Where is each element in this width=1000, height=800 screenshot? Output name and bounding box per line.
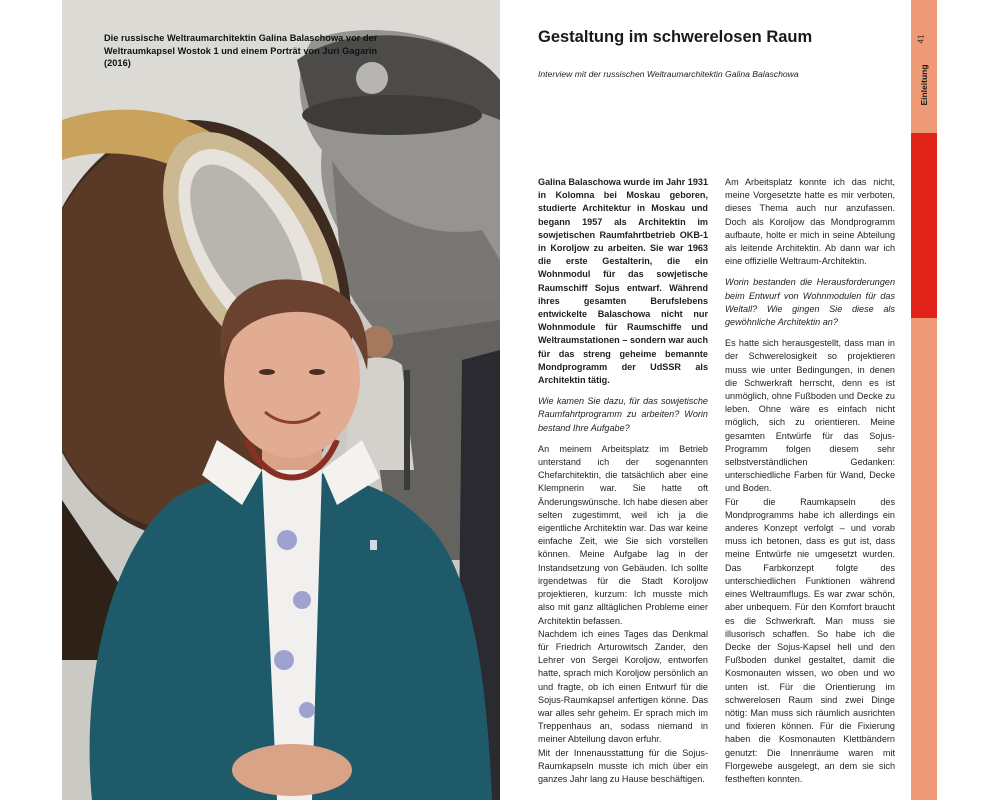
article-subtitle: Interview mit der russischen Weltraumarchitektin Galina Balaschowa (538, 69, 799, 79)
answer-paragraph: Nachdem ich eines Tages das Denkmal für Friedrich Arturowitsch Zander, den Lehrer von Sergei Koroljow, entworfen hatte, sprach mich Koroljow persönlich an und fragte, ob ich einen Entwurf für die Sojus-Raumkapsel anfertigen könne. Das war alles sehr geheim. Er sprach mich im Treppenhaus an, sodass niemand in meiner Abteilung davon erfuhr. (538, 628, 708, 745)
interview-question: Wie kamen Sie dazu, für das sowjetische Raumfahrtprogramm zu arbeiten? Worin bestand Ihre Aufgabe? (538, 396, 708, 433)
photo-panel (62, 0, 500, 800)
portrait-photo (62, 0, 500, 800)
article-page (500, 0, 910, 800)
text-column-1 (538, 176, 708, 786)
intro-paragraph: Galina Balaschowa wurde im Jahr 1931 in Kolomna bei Moskau geboren, studierte Architektur in Moskau und begann 1957 als Architektin im sowjetischen Raumfahrtbetrieb OKB-1 in Koroljow zu arbeiten. Sie war 1963 die erste Gestalterin, die ein Wohnmodul für das sowjetische Raumschiff Sojus entwarf. Während ihres gesamten Berufslebens entwickelte Balaschowa nicht nur Wohnmodule für Raumschiffe und Weltraumstationen – sondern war auch für das streng geheime bemannte Mondprogramm der UdSSR als Architektin tätig. (538, 177, 708, 386)
section-label: Einleitung (919, 64, 929, 106)
section-tab-strip (911, 0, 937, 800)
interview-question: Worin bestanden die Herausforderungen beim Entwurf von Wohnmodulen für das Weltall? Wie gingen Sie diese als gewöhnliche Architektin an? (725, 277, 895, 328)
text-column-2 (725, 176, 895, 786)
answer-paragraph: Für die Raumkapseln des Mondprogramms habe ich allerdings ein anderes Konzept verfolgt – und vorab muss ich betonen, dass es gut ist, dass meine Entwürfe nie umgesetzt wurden. Das Farbkonzept folgte des unterschiedlichen Funktionen während eines Weltraumflugs. Es war zwar schön, aber unbequem. Für den Komfort braucht es die Schwerkraft. Man muss sie illusorisch schaffen. So habe ich die Decke der Sojus-Kapsel hell und den Fußboden dunkel gestaltet, damit die Kosmonauten wissen, wo oben und wo unten ist. Für die Orientierung im schwerelosen Raum sind zwei Dinge nötig: Man muss sich räumlich ausrichten und fixieren können. Für die Fixierung haben die Kosmonauten Klettbändern genutzt: Die Innenräume waren mit Florgewebe ausgelegt, an dem sie sich festheften konnten. (725, 496, 895, 784)
answer-paragraph: Es hatte sich herausgestellt, dass man in der Schwerelosigkeit so projektieren muss wie unter Bedingungen, in denen die Schwerkraft herrscht, denn es ist unmöglich, ohne Fußboden und Decke zu leben. Ohne wäre es einfach nicht möglich, sich zu orientieren. Meine gesamten Entwürfe für das Sojus-Programm folgen diesem sehr selbstverständlichen Gedanken: unterschiedliche Farben für Wand, Decke und Boden. (725, 338, 895, 494)
answer-paragraph: Mit der Innenausstattung für die Sojus-Raumkapseln musste ich mich über ein ganzes Jahr lang zu Hause beschäftigen. (538, 747, 708, 784)
article-title: Gestaltung im schwerelosen Raum (538, 28, 813, 46)
photo-caption: Die russische Weltraumarchitektin Galina Balaschowa vor der Weltraumkapsel Wostok 1 und einem Porträt von Juri Gagarin (2016) (104, 33, 378, 68)
page-number: 41 (916, 34, 926, 44)
answer-paragraph: Am Arbeitsplatz konnte ich das nicht, meine Vorgesetzte hatte es mir verboten, dieses Thema auch nur anzufassen. Doch als Koroljow das Mondprogramm aufbaute, holte er mich in seine Abteilung als leitende Architektin. Ab dann war ich eine offizielle Weltraum-Architektin. (725, 177, 895, 267)
answer-paragraph: An meinem Arbeitsplatz im Betrieb unterstand ich der sogenannten Chefarchitektin, die tatsächlich aber eine Klempnerin war. Sie hatte oft Änderungswünsche. Ich habe diesen aber selten zugestimmt, weil ich ja die eigentliche Architektin war. Das war keine einfache Zeit, wie Sie sich vorstellen können. Meine Aufgabe lag in der Instandsetzung von Gebäuden. Ich sollte irgendetwas für die Stadt Koroljow projektieren, kurzum: Ich musste mich also mit ganz alltäglichen Probleme einer Architektin befassen. (538, 443, 708, 626)
section-marker-block (911, 133, 937, 318)
